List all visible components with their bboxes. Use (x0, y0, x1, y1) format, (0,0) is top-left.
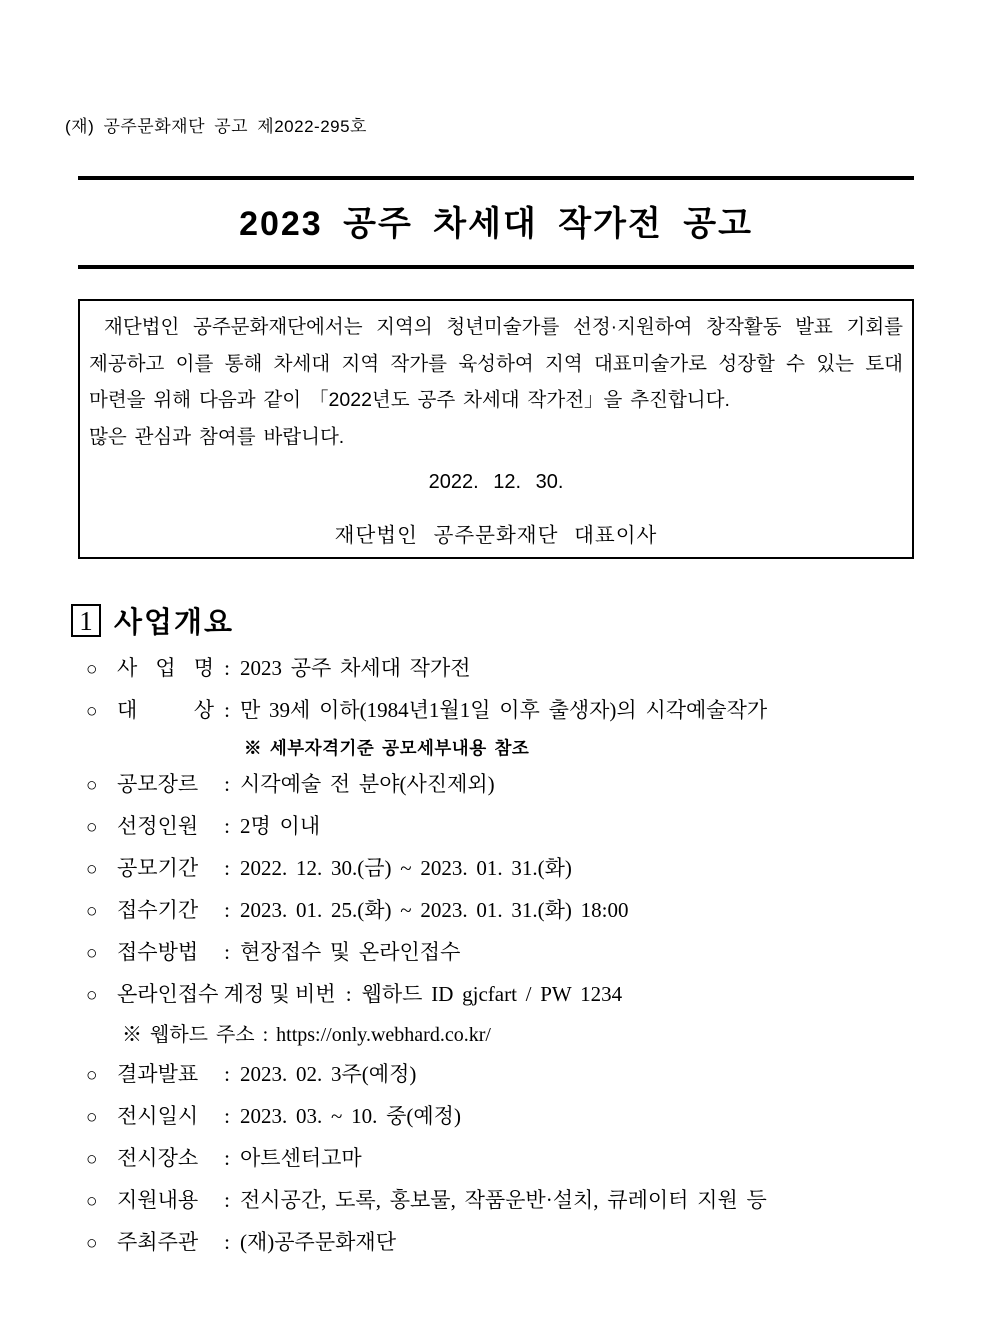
section-heading (71, 600, 992, 641)
document-title: 2023 공주 차세대 작가전 공고 (239, 205, 753, 243)
item-colon: : (224, 856, 230, 880)
item-value: 시각예술 전 분야(사진제외) (240, 772, 495, 796)
item-value: 2023. 02. 3주(예정) (240, 1062, 417, 1086)
item-colon: : (224, 1062, 230, 1086)
circle-bullet: ○ (86, 1107, 98, 1128)
circle-bullet: ○ (86, 901, 98, 922)
item-value: 2명 이내 (240, 814, 321, 838)
item-colon: : (224, 814, 230, 838)
item-list (86, 648, 992, 1264)
item-colon: : (224, 1104, 230, 1128)
circle-bullet: ○ (86, 1149, 98, 1170)
title-block (78, 176, 914, 269)
section-title: 사업개요 (114, 607, 235, 639)
item-colon: : (224, 940, 230, 964)
list-item-application-period (86, 890, 992, 932)
circle-bullet: ○ (86, 701, 98, 722)
intro-box (78, 299, 914, 559)
item-colon: : (224, 1146, 230, 1170)
item-value: 현장접수 및 온라인접수 (240, 940, 461, 964)
list-item-organizer (86, 1222, 992, 1264)
item-label: 지원내용 (117, 1188, 199, 1212)
note-eligibility: ※ 세부자격기준 공모세부내용 참조 (244, 738, 530, 758)
item-label: 공모기간 (117, 856, 199, 880)
item-label: 온라인접수 계정 및 비번 (117, 982, 336, 1006)
item-label: 접수기간 (117, 898, 199, 922)
item-label: 전시일시 (117, 1104, 199, 1128)
item-label: 결과발표 (117, 1062, 199, 1086)
item-label: 선정인원 (117, 814, 199, 838)
announcement-date: 2022. 12. 30. (428, 471, 564, 493)
item-colon: : (224, 1188, 230, 1212)
section-number-box: 1 (71, 604, 101, 637)
item-colon: : (224, 656, 230, 680)
list-item-result-announcement (86, 1054, 992, 1096)
list-item-selection-count (86, 806, 992, 848)
item-colon: : (224, 898, 230, 922)
circle-bullet: ○ (86, 943, 98, 964)
item-value: (재)공주문화재단 (240, 1230, 396, 1254)
item-value: 만 39세 이하(1984년1월1일 이후 출생자)의 시각예술작가 (240, 698, 768, 722)
item-label: 사 업 명 (117, 656, 214, 680)
note-webhard-url: ※ 웹하드 주소 : https://only.webhard.co.kr/ (122, 1024, 491, 1046)
item-label: 접수방법 (117, 940, 199, 964)
intro-line: 많은 관심과 참여를 바랍니다. (89, 425, 345, 448)
item-label: 대 상 (117, 698, 214, 722)
list-item-project-name (86, 648, 992, 690)
item-colon: : (224, 772, 230, 796)
item-value: 아트센터고마 (240, 1146, 362, 1170)
item-value: 2023. 03. ~ 10. 중(예정) (240, 1104, 461, 1128)
intro-line: 제공하고 이를 통해 차세대 지역 작가를 육성하여 지역 대표미술가로 성장할 수 있는 토대 (89, 352, 903, 375)
circle-bullet: ○ (86, 1065, 98, 1086)
list-item-genre (86, 764, 992, 806)
list-item-support-details (86, 1180, 992, 1222)
item-value: 웹하드 ID gjcfart / PW 1234 (361, 982, 623, 1006)
intro-line: 마련을 위해 다음과 같이 「2022년도 공주 차세대 작가전」을 추진합니다. (89, 389, 730, 411)
intro-line: 재단법인 공주문화재단에서는 지역의 청년미술가를 선정·지원하여 창작활동 발표 기회를 (104, 316, 903, 338)
list-item-exhibition-venue (86, 1138, 992, 1180)
item-label: 전시장소 (117, 1146, 199, 1170)
list-item-exhibition-date (86, 1096, 992, 1138)
item-value: 2022. 12. 30.(금) ~ 2023. 01. 31.(화) (240, 856, 572, 880)
circle-bullet: ○ (86, 985, 98, 1006)
item-label: 공모장르 (117, 772, 199, 796)
list-item-target (86, 690, 992, 732)
item-colon: : (224, 698, 230, 722)
item-label: 주최주관 (117, 1230, 199, 1254)
item-value: 전시공간, 도록, 홍보물, 작품운반·설치, 큐레이터 지원 등 (240, 1188, 767, 1212)
list-item-contest-period (86, 848, 992, 890)
circle-bullet: ○ (86, 859, 98, 880)
circle-bullet: ○ (86, 775, 98, 796)
item-value: 2023. 01. 25.(화) ~ 2023. 01. 31.(화) 18:00 (240, 898, 629, 922)
signature-line: 재단법인 공주문화재단 대표이사 (334, 524, 658, 547)
item-colon: : (224, 1230, 230, 1254)
circle-bullet: ○ (86, 659, 98, 680)
item-colon: : (345, 982, 352, 1006)
notice-number: (재) 공주문화재단 공고 제2022-295호 (65, 117, 367, 136)
circle-bullet: ○ (86, 817, 98, 838)
circle-bullet: ○ (86, 1233, 98, 1254)
list-item-online-account (86, 974, 992, 1016)
document-page (0, 112, 992, 1342)
list-item-application-method (86, 932, 992, 974)
item-value: 2023 공주 차세대 작가전 (240, 656, 471, 680)
circle-bullet: ○ (86, 1191, 98, 1212)
